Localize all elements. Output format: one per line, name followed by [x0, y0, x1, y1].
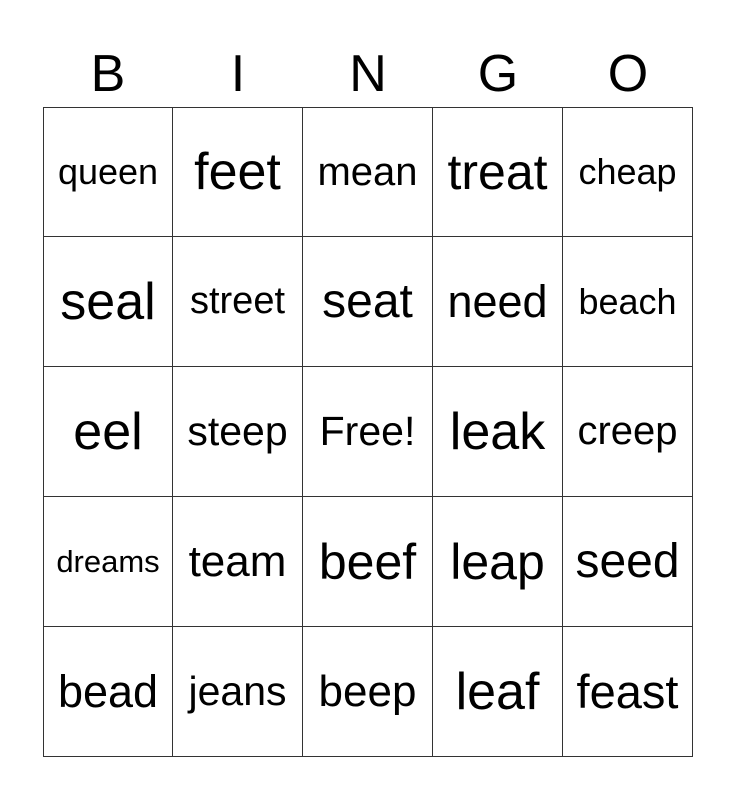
bingo-cell[interactable]: team — [173, 497, 303, 627]
bingo-cell[interactable]: dreams — [43, 497, 173, 627]
bingo-cell[interactable]: beep — [303, 627, 433, 757]
bingo-header — [43, 40, 693, 108]
bingo-cell[interactable]: leap — [433, 497, 563, 627]
bingo-cell[interactable]: treat — [433, 107, 563, 237]
header-letter-o: O — [607, 45, 649, 103]
bingo-cell[interactable]: cheap — [563, 107, 693, 237]
bingo-cell[interactable]: bead — [43, 627, 173, 757]
bingo-cell[interactable]: street — [173, 237, 303, 367]
bingo-cell[interactable]: queen — [43, 107, 173, 237]
bingo-cell[interactable]: need — [433, 237, 563, 367]
bingo-cell[interactable]: jeans — [173, 627, 303, 757]
bingo-cell[interactable]: feet — [173, 107, 303, 237]
bingo-cell[interactable]: beef — [303, 497, 433, 627]
bingo-cell[interactable]: seal — [43, 237, 173, 367]
free-space-cell[interactable]: Free! — [303, 367, 433, 497]
bingo-cell[interactable]: mean — [303, 107, 433, 237]
bingo-cell[interactable]: leaf — [433, 627, 563, 757]
header-letter-n: N — [349, 45, 387, 103]
bingo-cell[interactable]: leak — [433, 367, 563, 497]
bingo-board — [43, 107, 693, 757]
header-letter-b: B — [90, 45, 126, 103]
bingo-cell[interactable]: seat — [303, 237, 433, 367]
bingo-cell[interactable]: eel — [43, 367, 173, 497]
bingo-cell[interactable]: feast — [563, 627, 693, 757]
header-letter-i: I — [230, 45, 246, 103]
header-letter-g: G — [477, 45, 519, 103]
bingo-cell[interactable]: steep — [173, 367, 303, 497]
bingo-cell[interactable]: beach — [563, 237, 693, 367]
bingo-cell[interactable]: creep — [563, 367, 693, 497]
bingo-cell[interactable]: seed — [563, 497, 693, 627]
